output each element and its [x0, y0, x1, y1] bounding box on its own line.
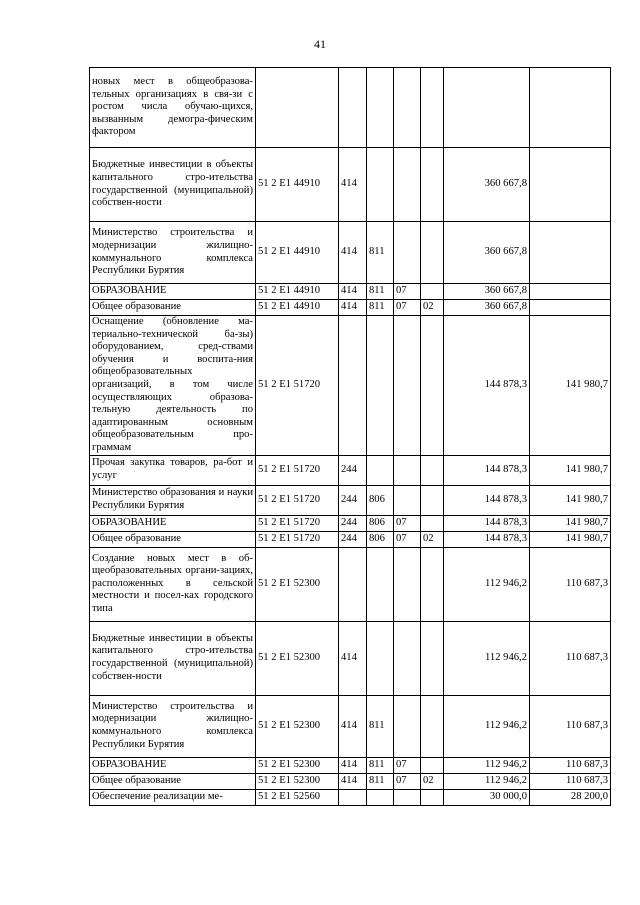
table-row [90, 316, 611, 456]
budget-table-body [90, 68, 611, 806]
table-row [90, 455, 611, 485]
cell-name [90, 757, 256, 773]
row-name-text: Общее образование [92, 301, 181, 313]
cell-expense-type: 244 [339, 515, 367, 531]
table-row [90, 695, 611, 757]
cell-amount-year-1: 360 667,8 [444, 300, 530, 316]
table-row [90, 547, 611, 621]
cell-target-article [256, 68, 339, 148]
table-row [90, 485, 611, 515]
cell-amount-year-2 [530, 222, 611, 284]
cell-name [90, 515, 256, 531]
cell-target-article: 51 2 E1 51720 [256, 515, 339, 531]
cell-amount-year-1: 30 000,0 [444, 789, 530, 805]
cell-subsection [421, 68, 444, 148]
cell-subsection [421, 547, 444, 621]
cell-amount-year-1 [444, 68, 530, 148]
cell-amount-year-2 [530, 300, 611, 316]
table-row [90, 284, 611, 300]
cell-target-article: 51 2 E1 52300 [256, 695, 339, 757]
cell-amount-year-2: 110 687,3 [530, 547, 611, 621]
cell-administrator-code [367, 621, 394, 695]
cell-name [90, 455, 256, 485]
cell-target-article: 51 2 E1 44910 [256, 284, 339, 300]
cell-subsection: 02 [421, 531, 444, 547]
cell-amount-year-2: 141 980,7 [530, 485, 611, 515]
table-row [90, 621, 611, 695]
cell-administrator-code: 811 [367, 222, 394, 284]
cell-subsection [421, 148, 444, 222]
cell-expense-type: 414 [339, 148, 367, 222]
cell-administrator-code [367, 455, 394, 485]
cell-expense-type: 244 [339, 455, 367, 485]
cell-expense-type: 414 [339, 621, 367, 695]
cell-section [394, 148, 421, 222]
row-name-text: Обеспечение реализации ме- [92, 790, 223, 802]
cell-section [394, 68, 421, 148]
cell-name [90, 316, 256, 456]
cell-name [90, 695, 256, 757]
cell-administrator-code [367, 789, 394, 805]
cell-expense-type: 244 [339, 485, 367, 515]
cell-target-article: 51 2 E1 44910 [256, 148, 339, 222]
row-name-text: ОБРАЗОВАНИЕ [92, 285, 167, 297]
row-name-text: Создание новых мест в об-щеобразовательных органи-зациях, расположенных в сельской местности и посел-ках городского типа [92, 552, 253, 614]
cell-subsection [421, 515, 444, 531]
row-name-text: Оснащение (обновление ма-териально-технической ба-зы) оборудованием, сред-ствами обучения и воспита-ния общеобразовательных организаций, в том числе осуществляющих образова-тельную деятельность по адаптированным основным общеобразовательным про-граммам [92, 316, 253, 453]
cell-target-article: 51 2 E1 52300 [256, 773, 339, 789]
cell-subsection: 02 [421, 773, 444, 789]
cell-name [90, 773, 256, 789]
cell-amount-year-2: 141 980,7 [530, 455, 611, 485]
cell-administrator-code: 811 [367, 773, 394, 789]
cell-administrator-code: 811 [367, 300, 394, 316]
cell-name [90, 300, 256, 316]
cell-subsection [421, 485, 444, 515]
cell-expense-type: 414 [339, 222, 367, 284]
cell-name [90, 68, 256, 148]
row-name-text: Общее образование [92, 532, 181, 544]
cell-amount-year-2 [530, 148, 611, 222]
cell-administrator-code [367, 547, 394, 621]
cell-amount-year-2: 141 980,7 [530, 531, 611, 547]
cell-amount-year-2: 141 980,7 [530, 316, 611, 456]
cell-section: 07 [394, 284, 421, 300]
cell-name [90, 485, 256, 515]
cell-name [90, 547, 256, 621]
table-row [90, 773, 611, 789]
cell-administrator-code: 811 [367, 695, 394, 757]
cell-target-article: 51 2 E1 44910 [256, 300, 339, 316]
cell-target-article: 51 2 E1 44910 [256, 222, 339, 284]
cell-target-article: 51 2 E1 52300 [256, 547, 339, 621]
cell-expense-type [339, 316, 367, 456]
cell-expense-type [339, 789, 367, 805]
table-row [90, 515, 611, 531]
cell-target-article: 51 2 E1 51720 [256, 316, 339, 456]
cell-expense-type: 414 [339, 773, 367, 789]
cell-section: 07 [394, 531, 421, 547]
cell-section [394, 316, 421, 456]
cell-section [394, 695, 421, 757]
cell-subsection [421, 757, 444, 773]
cell-amount-year-2 [530, 284, 611, 300]
cell-name [90, 148, 256, 222]
row-name-text: новых мест в общеобразова-тельных организациях в свя-зи с ростом числа обучаю-щихся, вызванным демогра-фическим фактором [92, 76, 253, 138]
cell-amount-year-1: 144 878,3 [444, 316, 530, 456]
cell-subsection [421, 695, 444, 757]
cell-expense-type: 414 [339, 284, 367, 300]
cell-section [394, 485, 421, 515]
cell-amount-year-2: 28 200,0 [530, 789, 611, 805]
row-name-text: Бюджетные инвестиции в объекты капитального стро-ительства государственной (муниципальной) собствен-ности [92, 159, 253, 209]
row-name-text: ОБРАЗОВАНИЕ [92, 758, 167, 770]
table-row [90, 148, 611, 222]
cell-amount-year-1: 144 878,3 [444, 455, 530, 485]
cell-subsection [421, 455, 444, 485]
cell-section: 07 [394, 300, 421, 316]
cell-section: 07 [394, 515, 421, 531]
cell-amount-year-1: 360 667,8 [444, 284, 530, 300]
cell-expense-type [339, 547, 367, 621]
cell-expense-type: 414 [339, 757, 367, 773]
cell-subsection [421, 222, 444, 284]
table-row [90, 68, 611, 148]
cell-section [394, 455, 421, 485]
table-row [90, 300, 611, 316]
cell-expense-type [339, 68, 367, 148]
cell-amount-year-2: 141 980,7 [530, 515, 611, 531]
cell-section [394, 547, 421, 621]
cell-administrator-code [367, 68, 394, 148]
cell-amount-year-1: 112 946,2 [444, 773, 530, 789]
cell-administrator-code: 811 [367, 284, 394, 300]
cell-amount-year-2 [530, 68, 611, 148]
cell-amount-year-1: 112 946,2 [444, 621, 530, 695]
cell-administrator-code: 806 [367, 515, 394, 531]
cell-subsection: 02 [421, 300, 444, 316]
cell-expense-type: 414 [339, 300, 367, 316]
row-name-text: Министерство строительства и модернизации жилищно-коммунального комплекса Республики Бурятия [92, 700, 253, 750]
cell-section [394, 222, 421, 284]
cell-name [90, 621, 256, 695]
cell-amount-year-1: 144 878,3 [444, 485, 530, 515]
cell-name [90, 222, 256, 284]
cell-amount-year-2: 110 687,3 [530, 695, 611, 757]
cell-amount-year-1: 360 667,8 [444, 148, 530, 222]
cell-target-article: 51 2 E1 51720 [256, 485, 339, 515]
cell-amount-year-1: 112 946,2 [444, 757, 530, 773]
cell-name [90, 789, 256, 805]
cell-section [394, 789, 421, 805]
cell-subsection [421, 789, 444, 805]
cell-administrator-code [367, 148, 394, 222]
cell-subsection [421, 621, 444, 695]
cell-target-article: 51 2 E1 52560 [256, 789, 339, 805]
row-name-text: ОБРАЗОВАНИЕ [92, 516, 167, 528]
cell-target-article: 51 2 E1 51720 [256, 455, 339, 485]
cell-amount-year-2: 110 687,3 [530, 773, 611, 789]
cell-section: 07 [394, 773, 421, 789]
table-row [90, 789, 611, 805]
row-name-text: Министерство строительства и модернизации жилищно-коммунального комплекса Республики Бурятия [92, 227, 253, 277]
cell-expense-type: 244 [339, 531, 367, 547]
cell-amount-year-1: 112 946,2 [444, 547, 530, 621]
cell-subsection [421, 316, 444, 456]
cell-subsection [421, 284, 444, 300]
cell-amount-year-1: 112 946,2 [444, 695, 530, 757]
cell-administrator-code: 811 [367, 757, 394, 773]
cell-name [90, 531, 256, 547]
row-name-text: Министерство образования и науки Республики Бурятия [92, 487, 253, 512]
page-number: 41 [314, 37, 326, 51]
cell-amount-year-1: 144 878,3 [444, 531, 530, 547]
cell-expense-type: 414 [339, 695, 367, 757]
row-name-text: Прочая закупка товаров, ра-бот и услуг [92, 457, 253, 482]
cell-amount-year-2: 110 687,3 [530, 621, 611, 695]
row-name-text: Бюджетные инвестиции в объекты капитального стро-ительства государственной (муниципальной) собствен-ности [92, 632, 253, 682]
cell-section: 07 [394, 757, 421, 773]
cell-name [90, 284, 256, 300]
cell-section [394, 621, 421, 695]
cell-amount-year-1: 144 878,3 [444, 515, 530, 531]
cell-amount-year-1: 360 667,8 [444, 222, 530, 284]
table-row [90, 757, 611, 773]
table-row [90, 222, 611, 284]
table-row [90, 531, 611, 547]
row-name-text: Общее образование [92, 774, 181, 786]
cell-target-article: 51 2 E1 52300 [256, 757, 339, 773]
cell-target-article: 51 2 E1 52300 [256, 621, 339, 695]
cell-administrator-code: 806 [367, 485, 394, 515]
budget-table [89, 67, 611, 806]
cell-administrator-code: 806 [367, 531, 394, 547]
cell-target-article: 51 2 E1 51720 [256, 531, 339, 547]
cell-amount-year-2: 110 687,3 [530, 757, 611, 773]
cell-administrator-code [367, 316, 394, 456]
